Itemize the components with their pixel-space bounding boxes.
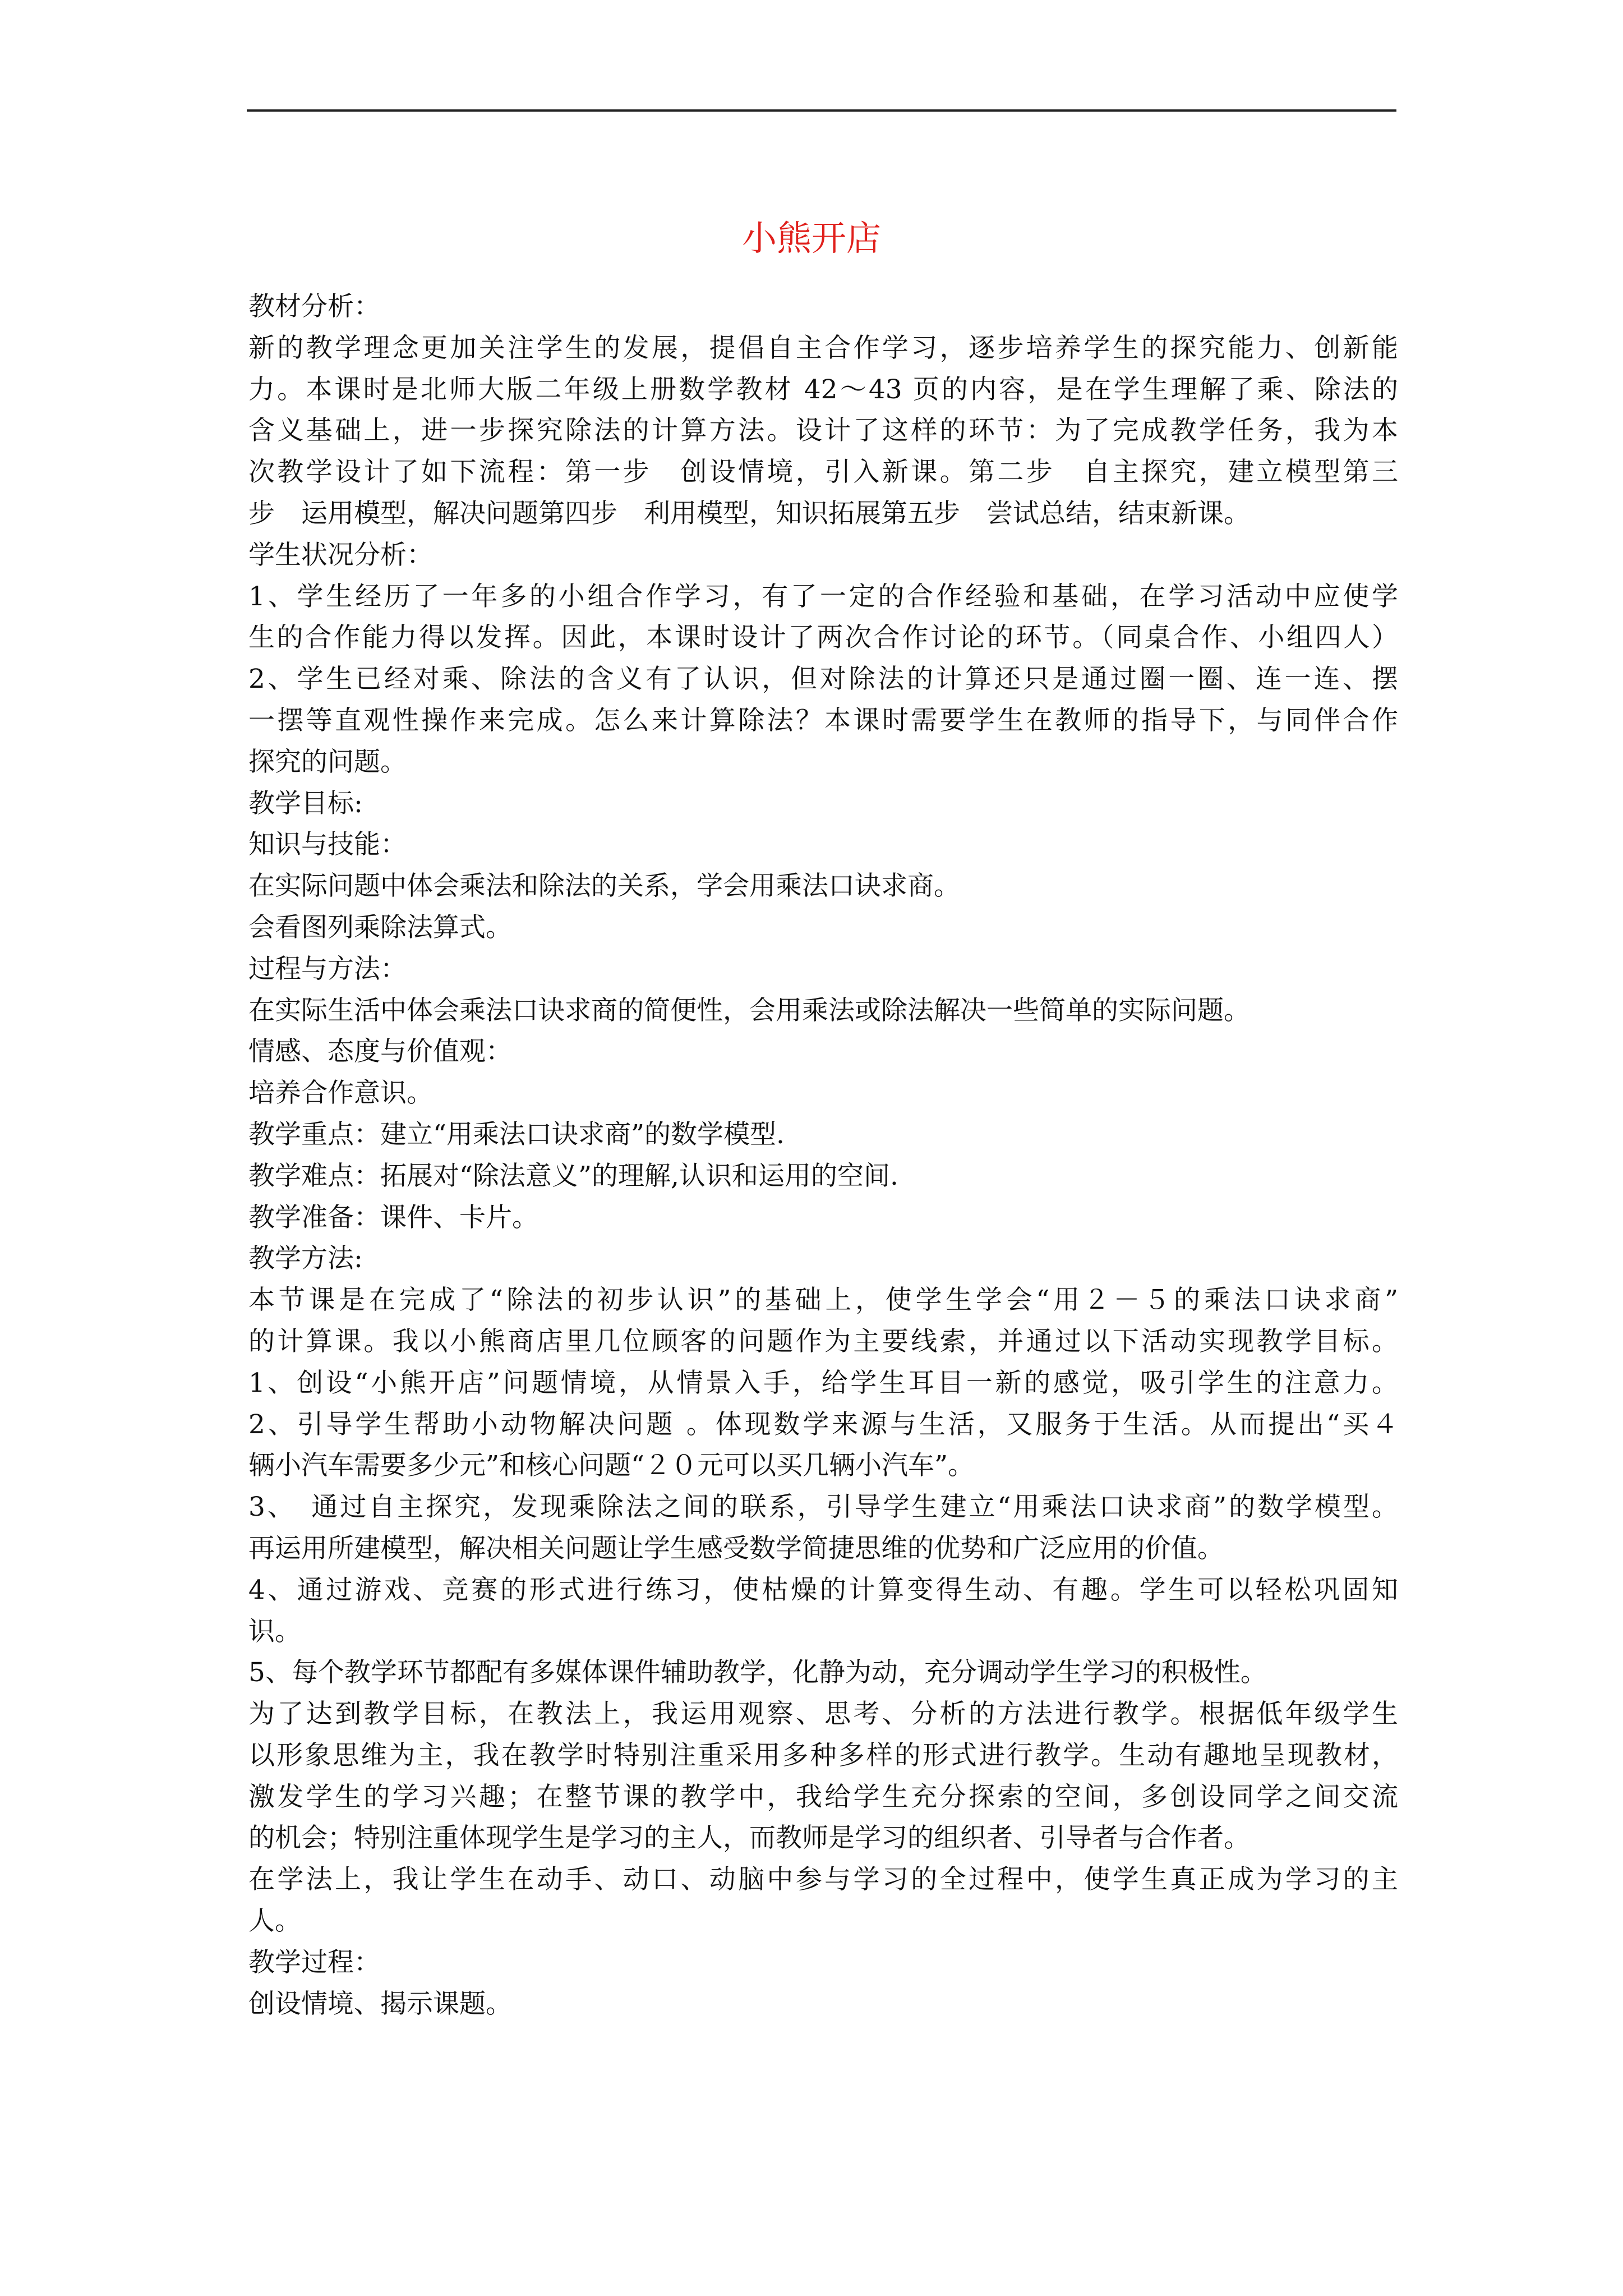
text-line: 的计算课。我以小熊商店里几位顾客的问题作为主要线索，并通过以下活动实现教学目标。 xyxy=(248,1326,1398,1357)
text-line: 教学过程： xyxy=(248,1947,380,1978)
text-line: 在学法上，我让学生在动手、动口、动脑中参与学习的全过程中，使学生真正成为学习的主 xyxy=(248,1864,1398,1895)
text-line: 辆小汽车需要多少元”和核心问题“２０元可以买几辆小汽车”。 xyxy=(248,1450,975,1481)
text-line: 激发学生的学习兴趣；在整节课的教学中，我给学生充分探索的空间，多创设同学之间交流 xyxy=(248,1781,1398,1812)
text-line: 在实际生活中体会乘法口诀求商的简便性，会用乘法或除法解决一些简单的实际问题。 xyxy=(248,995,1250,1026)
text-line: 过程与方法： xyxy=(248,953,407,984)
text-line: 教学准备：课件、卡片。 xyxy=(248,1202,538,1233)
text-line: 力。本课时是北师大版二年级上册数学教材 42～43 页的内容，是在学生理解了乘、除法的 xyxy=(248,374,1398,405)
text-line: 步 运用模型，解决问题第四步 利用模型，知识拓展第五步 尝试总结，结束新课。 xyxy=(248,498,1250,529)
text-line: 教材分析： xyxy=(248,291,380,322)
text-line: 为了达到教学目标，在教法上，我运用观察、思考、分析的方法进行教学。根据低年级学生 xyxy=(248,1699,1398,1730)
text-line: 1、学生经历了一年多的小组合作学习，有了一定的合作经验和基础，在学习活动中应使学 xyxy=(248,581,1398,612)
text-line: 培养合作意识。 xyxy=(248,1078,433,1109)
text-line: 识。 xyxy=(248,1616,301,1647)
text-line: 3、 通过自主探究，发现乘除法之间的联系，引导学生建立“用乘法口诀求商”的数学模型。 xyxy=(248,1492,1398,1523)
text-line: 生的合作能力得以发挥。因此，本课时设计了两次合作讨论的环节。（同桌合作、小组四人） xyxy=(248,622,1398,654)
document-title: 小熊开店 xyxy=(741,218,881,259)
text-line: 情感、态度与价值观： xyxy=(248,1036,512,1068)
text-line: 1、创设“小熊开店”问题情境，从情景入手，给学生耳目一新的感觉，吸引学生的注意力。 xyxy=(248,1367,1398,1398)
text-line: 创设情境、揭示课题。 xyxy=(248,1988,512,2019)
text-line: 2、学生已经对乘、除法的含义有了认识，但对除法的计算还只是通过圈一圈、连一连、摆 xyxy=(248,664,1398,695)
text-line: 2、引导学生帮助小动物解决问题 。体现数学来源与生活，又服务于生活。从而提出“买４ xyxy=(248,1409,1398,1440)
text-line: 本节课是在完成了“除法的初步认识”的基础上，使学生学会“用２－５的乘法口诀求商” xyxy=(248,1285,1398,1316)
text-line: 新的教学理念更加关注学生的发展，提倡自主合作学习，逐步培养学生的探究能力、创新能 xyxy=(248,332,1398,364)
text-line: 的机会；特别注重体现学生是学习的主人，而教师是学习的组织者、引导者与合作者。 xyxy=(248,1823,1250,1854)
text-line: 在实际问题中体会乘法和除法的关系，学会用乘法口诀求商。 xyxy=(248,871,960,902)
text-line: 含义基础上，进一步探究除法的计算方法。设计了这样的环节：为了完成教学任务，我为本 xyxy=(248,415,1398,447)
header-rule xyxy=(247,109,1396,112)
text-line: 教学难点：拓展对“除法意义”的理解,认识和运用的空间. xyxy=(248,1160,898,1191)
text-line: 人。 xyxy=(248,1906,301,1937)
text-line: 再运用所建模型，解决相关问题让学生感受数学简捷思维的优势和广泛应用的价值。 xyxy=(248,1533,1224,1564)
text-line: 探究的问题。 xyxy=(248,746,407,777)
text-line: 会看图列乘除法算式。 xyxy=(248,912,512,943)
text-line: 以形象思维为主，我在教学时特别注重采用多种多样的形式进行教学。生动有趣地呈现教材， xyxy=(248,1740,1398,1771)
text-line: 5、每个教学环节都配有多媒体课件辅助教学，化静为动，充分调动学生学习的积极性。 xyxy=(248,1657,1267,1688)
document-body xyxy=(248,286,1398,2024)
text-line: 教学目标: xyxy=(248,788,363,819)
text-line: 学生状况分析： xyxy=(248,539,433,570)
text-line: 4、通过游戏、竞赛的形式进行练习，使枯燥的计算变得生动、有趣。学生可以轻松巩固知 xyxy=(248,1574,1398,1605)
text-line: 知识与技能： xyxy=(248,829,407,861)
text-line: 次教学设计了如下流程：第一步 创设情境，引入新课。第二步 自主探究，建立模型第三 xyxy=(248,457,1398,488)
text-line: 教学重点：建立“用乘法口诀求商”的数学模型. xyxy=(248,1119,785,1150)
text-line: 教学方法: xyxy=(248,1243,363,1274)
text-line: 一摆等直观性操作来完成。怎么来计算除法？本课时需要学生在教师的指导下，与同伴合作 xyxy=(248,705,1398,736)
